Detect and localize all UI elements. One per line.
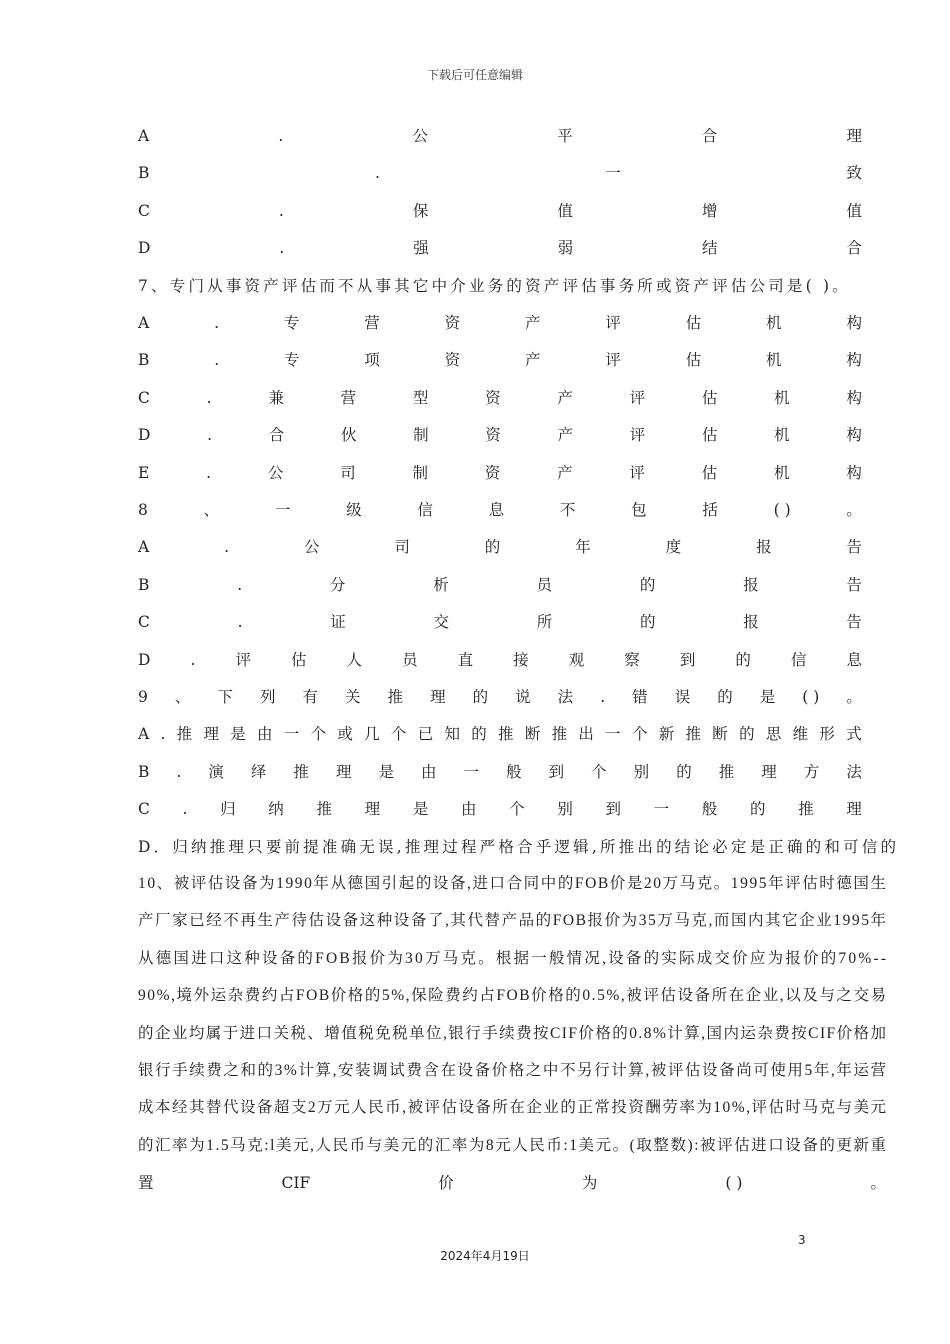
line-token: 错 — [632, 688, 648, 706]
line-token: 评 — [605, 351, 621, 370]
document-line — [138, 1170, 886, 1196]
document-line — [138, 983, 886, 1009]
line-token: ( ) — [802, 688, 820, 706]
line-token: 绎 — [250, 762, 267, 781]
line-token: 产 — [557, 388, 573, 407]
line-token: C — [138, 388, 150, 407]
line-token: . — [207, 426, 213, 445]
line-token: 新 — [658, 725, 675, 744]
line-token: 是 — [412, 800, 429, 819]
line-token: D — [138, 426, 151, 445]
line-token: 的 — [639, 575, 656, 594]
line-token: 息 — [846, 650, 862, 669]
line-token: 、 — [174, 688, 191, 706]
line-token: 断 — [524, 725, 541, 744]
question-line: D．归纳推理只要前提准确无误,推理过程严格合乎逻辑,所推出的结论必定是正确的和可信的 — [138, 837, 900, 856]
line-token: 公 — [412, 127, 428, 145]
line-token: 项 — [364, 351, 380, 370]
document-line — [138, 759, 862, 785]
line-token: ( ) — [773, 501, 791, 519]
line-token: 的 — [717, 688, 733, 706]
line-token: 报 — [743, 613, 759, 632]
line-token: B — [138, 575, 150, 594]
line-token: 司 — [394, 538, 410, 557]
line-token: 、 — [203, 501, 220, 519]
line-token: 合 — [268, 426, 285, 445]
line-token: 一 — [653, 800, 670, 819]
document-line — [138, 160, 862, 186]
line-token: 是 — [230, 725, 246, 744]
line-token: C — [138, 201, 150, 220]
line-token: 型 — [412, 388, 429, 407]
line-token: 下 — [217, 688, 233, 706]
line-token: . — [214, 351, 220, 370]
line-token: 评 — [629, 463, 645, 482]
line-token: . — [237, 613, 243, 632]
document-line — [138, 1133, 886, 1159]
document-line — [138, 946, 889, 972]
line-token: 的 — [484, 538, 501, 557]
line-token: 专 — [283, 351, 300, 370]
paragraph-line: 银行手续费之和的3%计算,安装调试费含在设备价格之中不另行计算,被评估设备尚可使用5年,年运营 — [138, 1062, 888, 1079]
line-token: D — [138, 650, 151, 669]
line-token: 估 — [290, 650, 307, 669]
page-header: 下载后可任意编辑 — [426, 68, 523, 82]
line-token: 增 — [701, 201, 718, 220]
line-token: 机 — [766, 351, 782, 370]
line-token: 推 — [176, 725, 193, 744]
line-token: 有 — [302, 688, 318, 706]
line-token: 的 — [472, 688, 489, 706]
line-token: 理 — [203, 725, 219, 744]
line-token: 息 — [488, 501, 505, 519]
line-token: 归 — [220, 800, 236, 819]
line-token: 机 — [766, 314, 782, 332]
line-token: 推 — [387, 688, 404, 706]
footer-date: 2024年4月19日 — [440, 1249, 530, 1263]
line-token: 兼 — [268, 388, 284, 407]
line-token: 估 — [685, 314, 702, 332]
line-token: 的 — [639, 613, 656, 632]
line-token: 评 — [605, 314, 621, 332]
document-line — [138, 497, 862, 523]
line-token: 资 — [485, 426, 501, 445]
line-token: . — [206, 388, 212, 407]
paragraph-line: 产厂家已经不再生产待估设备这种设备了,其代替产品的FOB报价为35万马克,而国内其它企业1995年 — [138, 912, 888, 930]
line-token: . — [160, 725, 166, 744]
line-token: . — [176, 762, 182, 781]
line-token: 产 — [557, 426, 574, 445]
line-token: . — [278, 127, 284, 145]
line-token: A — [138, 127, 150, 145]
document-line — [138, 871, 886, 897]
line-token: 接 — [513, 650, 529, 669]
line-token: 营 — [340, 388, 357, 407]
line-token: C — [138, 613, 150, 632]
document-line — [138, 721, 862, 747]
line-token: 构 — [846, 388, 862, 407]
line-token: 。 — [846, 688, 862, 706]
line-token: 资 — [485, 388, 501, 407]
line-token: 强 — [413, 239, 429, 258]
line-token: 维 — [792, 725, 809, 744]
document-line — [138, 834, 900, 860]
line-token: 信 — [417, 501, 433, 519]
line-token: 察 — [624, 650, 640, 669]
line-token: 产 — [524, 314, 541, 332]
line-token: 为 — [581, 1174, 598, 1193]
line-token: 价 — [438, 1174, 454, 1193]
line-token: 弱 — [557, 239, 574, 258]
line-token: 推 — [551, 725, 568, 744]
line-token: 。 — [846, 501, 862, 519]
document-line — [138, 684, 862, 710]
line-token: 说 — [515, 688, 531, 706]
line-token: 一 — [463, 762, 480, 781]
line-token: 断 — [712, 725, 728, 744]
line-token: A — [138, 538, 150, 557]
line-token: 合 — [846, 239, 862, 258]
line-token: 由 — [421, 762, 437, 781]
line-token: 机 — [774, 426, 790, 445]
line-token: 到 — [605, 800, 622, 819]
document-line — [138, 572, 862, 598]
line-token: 一 — [605, 164, 621, 183]
paragraph-line: 90%,境外运杂费约占FOB价格的5%,保险费约占FOB价格的0.5%,被评估设备所在企业,以及与之交易 — [138, 987, 888, 1005]
line-token: B — [138, 351, 150, 370]
line-token: 理 — [846, 800, 862, 819]
line-token: 所 — [536, 613, 553, 632]
line-token: 出 — [578, 725, 594, 744]
document-line — [138, 235, 862, 261]
document-line — [138, 198, 862, 224]
line-token: . — [206, 463, 212, 482]
line-token: 列 — [259, 688, 276, 706]
line-token: D — [138, 239, 151, 258]
line-token: 分 — [329, 575, 346, 594]
line-token: E — [138, 463, 150, 482]
line-token: 到 — [679, 650, 696, 669]
line-token: 误 — [674, 688, 691, 706]
line-token: 专 — [283, 314, 300, 332]
line-token: 一 — [274, 501, 291, 519]
line-token: 个 — [631, 725, 648, 744]
line-token: 交 — [433, 613, 449, 632]
document-line — [138, 796, 862, 822]
line-token: 评 — [629, 388, 646, 407]
line-token: 资 — [484, 463, 501, 482]
line-token: 思 — [765, 725, 782, 744]
line-token: 到 — [548, 762, 565, 781]
line-token: 个 — [310, 725, 327, 744]
line-token: 制 — [413, 426, 429, 445]
line-token: . — [278, 201, 284, 220]
line-token: 推 — [685, 725, 702, 744]
line-token: 理 — [761, 762, 777, 781]
line-token: 是 — [378, 762, 394, 781]
line-token: 推 — [293, 762, 309, 781]
document-line — [138, 1021, 886, 1047]
line-token: 构 — [846, 351, 862, 370]
document-line — [138, 347, 862, 373]
document-line — [138, 273, 862, 299]
paragraph-line: 的企业均属于进口关税、增值税免税单位,银行手续费按CIF价格的0.8%计算,国内运杂费按CIF价格加 — [138, 1024, 888, 1042]
line-token: 保 — [412, 201, 429, 220]
document-line — [138, 1095, 886, 1121]
line-token: 人 — [346, 650, 363, 669]
paragraph-line: 的汇率为1.5马克:l美元,人民币与美元的汇率为8元人民币:1美元。(取整数):被评估进口设备的更新重 — [138, 1136, 888, 1154]
line-token: 法 — [846, 762, 862, 781]
line-token: 理 — [335, 762, 352, 781]
line-token: . — [182, 800, 188, 819]
line-token: 的 — [676, 762, 692, 781]
paragraph-line: 成本经其替代设备超支2万元人民币,被评估设备所在企业的正常投资酬劳率为10%,评估时马克与美元 — [138, 1099, 888, 1117]
line-token: . — [214, 314, 219, 332]
line-token: 员 — [402, 650, 418, 669]
line-token: . — [237, 575, 243, 594]
line-token: B — [138, 164, 150, 183]
line-token: 告 — [846, 538, 862, 557]
line-token: 个 — [390, 725, 407, 744]
line-token: 估 — [701, 463, 718, 482]
line-token: 个 — [509, 800, 525, 819]
line-token: 值 — [846, 201, 862, 220]
line-token: 制 — [412, 463, 428, 482]
line-token: 包 — [631, 501, 647, 519]
line-token: 。 — [870, 1174, 886, 1193]
line-token: 知 — [444, 725, 460, 744]
line-token: 告 — [846, 575, 862, 594]
line-token: C — [138, 800, 150, 819]
document-line — [138, 609, 862, 635]
line-token: 理 — [364, 800, 381, 819]
line-token: 理 — [846, 127, 862, 145]
line-token: 9 — [138, 688, 148, 706]
line-token: 的 — [750, 800, 766, 819]
line-token: 机 — [774, 388, 790, 407]
line-token: 纳 — [268, 800, 284, 819]
line-token: 或 — [337, 725, 353, 744]
line-token: 般 — [506, 762, 522, 781]
line-token: 机 — [774, 463, 790, 482]
line-token: 报 — [743, 575, 759, 594]
line-token: 般 — [701, 800, 718, 819]
line-token: 理 — [430, 688, 446, 706]
line-token: 方 — [803, 762, 820, 781]
line-token: 平 — [557, 127, 573, 145]
line-token: ( ) — [725, 1174, 743, 1193]
line-token: 置 — [138, 1174, 154, 1193]
line-token: 产 — [525, 351, 541, 370]
paragraph-line: 10、被评估设备为1990年从德国引起的设备,进口合同中的FOB价是20万马克。1995年评估时德国生 — [138, 875, 888, 892]
line-token: 由 — [460, 800, 477, 819]
line-token: 伙 — [340, 426, 357, 445]
line-token: 评 — [629, 426, 646, 445]
line-token: 致 — [846, 164, 862, 183]
line-token: 公 — [267, 463, 284, 482]
line-token: 几 — [364, 725, 380, 744]
line-token: 信 — [790, 650, 807, 669]
line-token: . — [374, 164, 380, 183]
line-token: 别 — [557, 800, 573, 819]
line-token: 演 — [208, 762, 224, 781]
line-token: B — [138, 762, 150, 781]
line-token: . — [279, 239, 285, 258]
line-token: 告 — [846, 613, 862, 632]
line-token: 的 — [735, 650, 751, 669]
line-token: . — [224, 538, 230, 557]
question-line: 7、专门从事资产评估而不从事其它中介业务的资产评估事务所或资产评估公司是( )。 — [138, 276, 851, 295]
line-token: 由 — [257, 725, 273, 744]
paragraph-line: 从德国进口这种设备的FOB报价为30万马克。根据一般情况,设备的实际成交价应为报价的70%-- — [138, 949, 889, 967]
line-token: 的 — [471, 725, 487, 744]
line-token: 直 — [457, 650, 474, 669]
line-token: 估 — [701, 388, 718, 407]
document-line — [138, 385, 862, 411]
line-token: 评 — [235, 650, 251, 669]
line-token: 构 — [846, 314, 862, 332]
page-number: 3 — [798, 1233, 806, 1247]
line-token: 年 — [575, 538, 591, 557]
line-token: 结 — [702, 239, 718, 258]
line-token: 已 — [417, 725, 434, 744]
line-token: 括 — [702, 501, 718, 519]
line-token: A — [138, 314, 150, 332]
line-token: 度 — [665, 538, 682, 557]
document-line — [138, 647, 862, 673]
document-line — [138, 460, 862, 486]
line-token: 8 — [138, 501, 148, 519]
document-line — [138, 1058, 886, 1084]
line-token: 的 — [739, 725, 755, 744]
line-token: 法 — [557, 688, 574, 706]
line-token: 估 — [701, 426, 718, 445]
line-token: 合 — [701, 127, 718, 145]
document-line — [138, 422, 862, 448]
line-token: CIF — [281, 1174, 311, 1193]
line-token: 产 — [557, 463, 573, 482]
line-token: 一 — [283, 725, 300, 744]
line-token: . — [600, 688, 606, 706]
document-line — [138, 123, 862, 149]
line-token: 资 — [444, 314, 461, 332]
line-token: 推 — [798, 800, 814, 819]
line-token: 营 — [364, 314, 380, 332]
line-token: A — [138, 725, 150, 744]
line-token: 员 — [536, 575, 553, 594]
line-token: 是 — [759, 688, 776, 706]
line-token: 公 — [303, 538, 320, 557]
line-token: 观 — [568, 650, 585, 669]
document-line — [138, 908, 886, 934]
line-token: 推 — [316, 800, 332, 819]
line-token: . — [190, 650, 196, 669]
line-token: 个 — [591, 762, 607, 781]
line-token: 析 — [433, 575, 449, 594]
line-token: 报 — [756, 538, 772, 557]
line-token: 不 — [559, 501, 576, 519]
line-token: 构 — [846, 463, 862, 482]
line-token: 式 — [846, 725, 862, 744]
document-line — [138, 310, 862, 336]
line-token: 推 — [718, 762, 735, 781]
line-token: 值 — [557, 201, 573, 220]
line-token: 形 — [819, 725, 835, 744]
line-token: 司 — [340, 463, 356, 482]
line-token: 估 — [685, 351, 702, 370]
line-token: 别 — [633, 762, 650, 781]
line-token: 构 — [846, 426, 862, 445]
line-token: 证 — [330, 613, 346, 632]
line-token: 推 — [498, 725, 514, 744]
line-token: 关 — [345, 688, 361, 706]
line-token: 资 — [444, 351, 461, 370]
line-token: 级 — [346, 501, 362, 519]
line-token: 一 — [605, 725, 621, 744]
document-line — [138, 534, 862, 560]
